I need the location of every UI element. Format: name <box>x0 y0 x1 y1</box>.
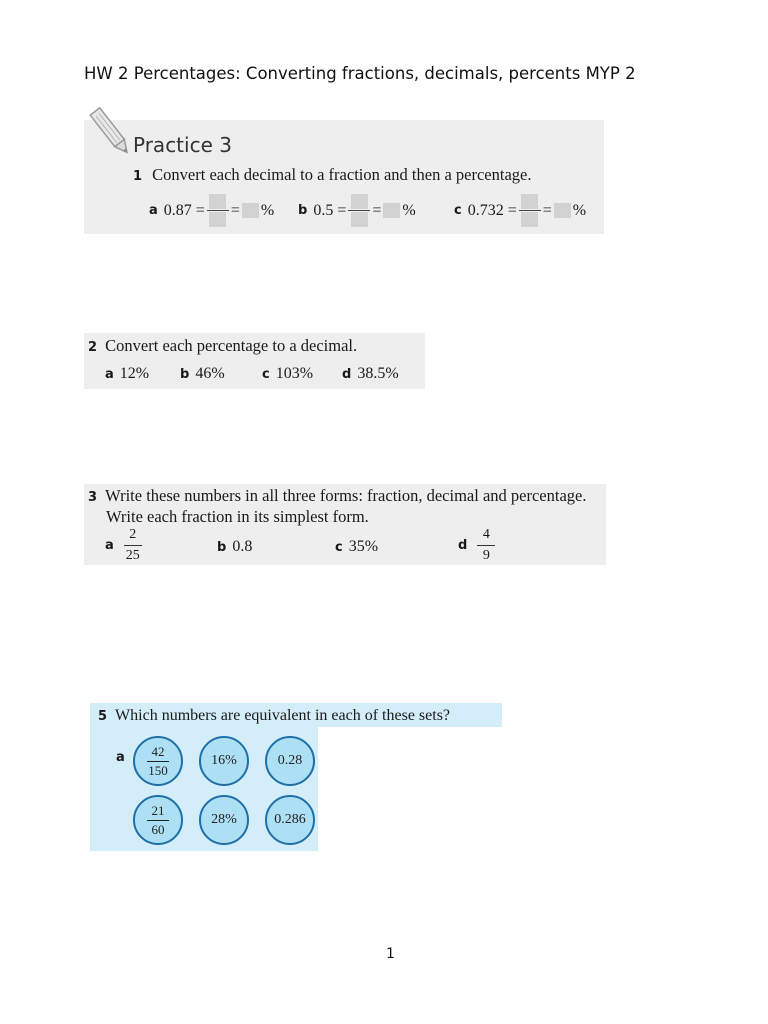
equals-sign: = <box>230 201 240 219</box>
fraction-blank <box>519 194 541 227</box>
answer-circle-percent-2: 28% <box>199 795 249 845</box>
fraction-denominator: 9 <box>482 548 490 563</box>
answer-circle-percent-1: 16% <box>199 736 249 786</box>
item-label: d <box>342 366 352 382</box>
question-5-prompt <box>98 707 450 725</box>
fraction-numerator: 42 <box>151 743 165 759</box>
item-label: a <box>149 203 158 218</box>
fraction-numerator: 2 <box>129 527 137 542</box>
practice-heading: Practice 3 <box>133 133 232 157</box>
item-value: 12% <box>119 365 150 382</box>
fraction <box>147 745 169 778</box>
question-text: Convert each percentage to a decimal. <box>105 336 358 355</box>
item-label: c <box>335 539 343 555</box>
item-label: a <box>116 750 125 765</box>
item-value: 0.5 = <box>313 201 347 219</box>
item-value: 0.87 = <box>163 201 205 219</box>
question-number: 5 <box>98 709 108 724</box>
question-number: 1 <box>133 169 143 184</box>
fraction-numerator: 4 <box>482 527 490 542</box>
percent-blank <box>383 203 400 218</box>
item-value: 103% <box>275 365 314 382</box>
q2-item-c <box>262 365 313 383</box>
item-label: a <box>105 538 114 553</box>
percent-sign: % <box>402 201 416 219</box>
fraction-denominator: 150 <box>148 762 168 778</box>
fraction <box>477 527 495 564</box>
question-text-line-2: Write each fraction in its simplest form. <box>106 507 369 526</box>
q3-item-a <box>105 527 142 564</box>
q2-item-a <box>105 365 149 383</box>
page-number: 1 <box>386 946 395 962</box>
item-value: 46% <box>195 365 225 382</box>
item-label: d <box>458 538 468 553</box>
item-label: c <box>454 203 462 218</box>
q5-item-label <box>116 750 131 765</box>
fraction-blank <box>348 194 370 227</box>
q3-item-b <box>217 538 252 556</box>
answer-circle-decimal-2: 0.286 <box>265 795 315 845</box>
question-2-prompt <box>88 336 357 356</box>
answer-circle-decimal-1: 0.28 <box>265 736 315 786</box>
item-value: 0.732 = <box>467 201 517 219</box>
question-number: 2 <box>88 340 98 355</box>
answer-circle-fraction-2 <box>133 795 183 845</box>
q1-item-c <box>454 194 586 227</box>
pencil-icon <box>88 104 134 160</box>
fraction-blank <box>207 194 229 227</box>
q2-item-d <box>342 365 399 383</box>
question-text-line-1: Write these numbers in all three forms: fraction, decimal and percentage. <box>105 486 587 505</box>
item-label: b <box>298 203 308 218</box>
item-label: a <box>105 366 114 382</box>
item-value: 38.5% <box>357 365 399 382</box>
item-label: c <box>262 366 270 382</box>
question-number: 3 <box>88 490 98 505</box>
fraction-denominator: 60 <box>151 821 165 837</box>
percent-sign: % <box>260 201 275 219</box>
item-value: 0.8 <box>232 538 253 555</box>
fraction <box>147 804 169 837</box>
item-label: b <box>217 539 227 555</box>
percent-blank <box>242 203 259 218</box>
q3-item-d <box>458 527 495 564</box>
question-text: Convert each decimal to a fraction and then a percentage. <box>152 165 532 184</box>
document-title: HW 2 Percentages: Converting fractions, decimals, percents MYP 2 <box>84 64 636 83</box>
answer-circle-fraction-1 <box>133 736 183 786</box>
percent-blank <box>554 203 571 218</box>
question-1-prompt <box>133 165 532 185</box>
item-value: 35% <box>348 538 379 555</box>
q2-item-b <box>180 365 225 383</box>
fraction-denominator: 25 <box>125 548 140 563</box>
equals-sign: = <box>542 201 552 219</box>
equals-sign: = <box>372 201 382 219</box>
fraction-numerator: 21 <box>151 802 165 818</box>
item-label: b <box>180 366 190 382</box>
q1-item-b <box>298 194 416 227</box>
q3-item-c <box>335 538 378 556</box>
percent-sign: % <box>572 201 587 219</box>
question-text: Which numbers are equivalent in each of these sets? <box>115 707 451 724</box>
question-3-prompt <box>88 486 586 506</box>
fraction <box>124 527 142 564</box>
q1-item-a <box>149 194 274 227</box>
